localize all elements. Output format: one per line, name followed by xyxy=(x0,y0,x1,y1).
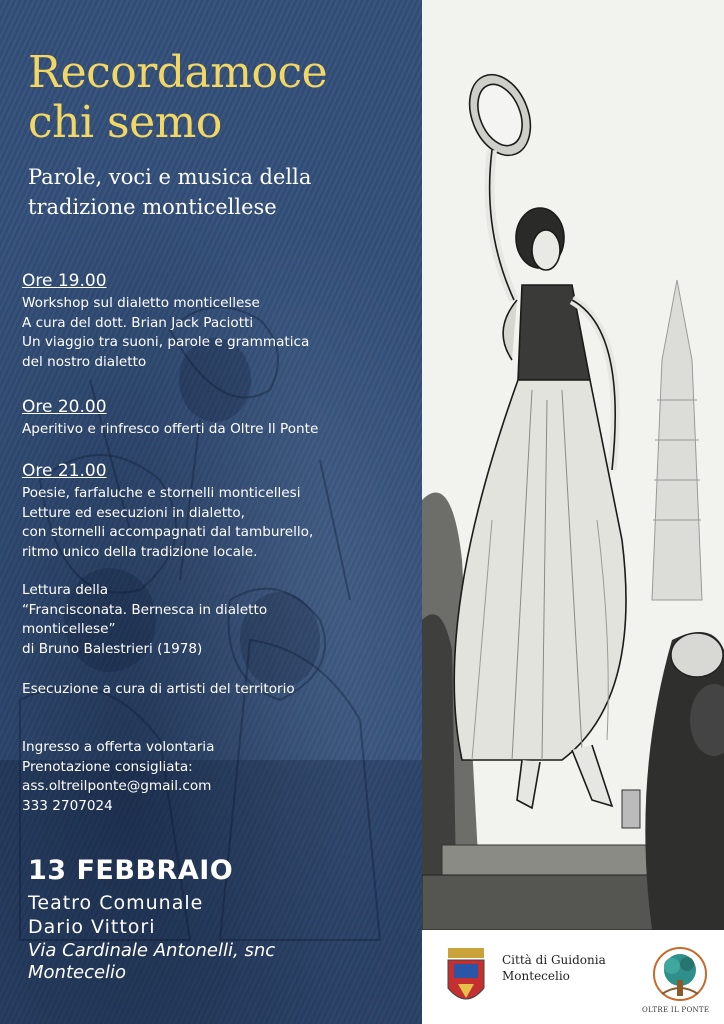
city-name-2: Montecelio xyxy=(502,969,570,983)
title-line-1: Recordamoce xyxy=(28,47,328,98)
phone-number[interactable]: 333 2707024 xyxy=(22,797,113,814)
venue-line-1: Teatro Comunale xyxy=(28,892,204,914)
event-line: ritmo unico della tradizione locale. xyxy=(22,543,258,560)
reading-block xyxy=(22,581,414,659)
engraving-panel xyxy=(422,0,724,930)
event-line: del nostro dialetto xyxy=(22,353,147,370)
performers-text: Esecuzione a cura di artisti del territorio xyxy=(22,681,295,697)
info-block xyxy=(22,738,414,816)
address-line-2: Montecelio xyxy=(28,962,127,983)
reading-line: “Francisconata. Bernesca in dialetto xyxy=(22,601,268,618)
event-block-3 xyxy=(22,460,414,562)
reading-line: monticellese” xyxy=(22,621,116,637)
event-title xyxy=(28,48,327,148)
event-block-1 xyxy=(22,270,414,372)
reading-line: di Bruno Balestrieri (1978) xyxy=(22,640,203,657)
oltre-il-ponte-logo-icon xyxy=(652,946,708,1008)
event-line: Aperitivo e rinfresco offerti da Oltre Il Ponte xyxy=(22,421,319,437)
event-line: Workshop sul dialetto monticellese xyxy=(22,295,260,311)
booking-info: Prenotazione consigliata: xyxy=(22,758,193,775)
date-day: 13 xyxy=(28,855,67,886)
reading-line: Lettura della xyxy=(22,582,109,598)
association-name: OLTRE IL PONTE xyxy=(642,1006,710,1014)
event-line: A cura del dott. Brian Jack Paciotti xyxy=(22,314,254,331)
event-line: con stornelli accompagnati dal tamburello, xyxy=(22,524,314,540)
city-coat-of-arms-icon xyxy=(444,948,488,1012)
city-name: Città di Guidonia xyxy=(502,953,606,967)
performers-block xyxy=(22,680,414,700)
event-line: Letture ed esecuzioni in dialetto, xyxy=(22,504,245,521)
event-subtitle xyxy=(28,162,408,222)
footer-logos xyxy=(422,930,724,1024)
event-line: Poesie, farfaluche e stornelli monticellesi xyxy=(22,485,301,501)
title-line-2: chi semo xyxy=(28,97,222,148)
city-logo-text xyxy=(502,952,606,984)
subtitle-line-1: Parole, voci e musica della xyxy=(28,165,312,189)
event-time: Ore 21.00 xyxy=(22,461,107,481)
tambourine-dancer-illustration xyxy=(422,0,724,930)
date-month: FEBBRAIO xyxy=(76,855,234,886)
subtitle-line-2: tradizione monticellese xyxy=(28,195,277,219)
email-link[interactable]: ass.oltreilponte@gmail.com xyxy=(22,778,212,794)
address-line-1: Via Cardinale Antonelli, snc xyxy=(28,940,276,961)
event-block-2 xyxy=(22,396,414,440)
event-time: Ore 20.00 xyxy=(22,397,107,417)
event-line: Un viaggio tra suoni, parole e grammatica xyxy=(22,334,310,350)
venue-line-2: Dario Vittori xyxy=(28,916,156,938)
event-date xyxy=(28,855,233,886)
event-time: Ore 19.00 xyxy=(22,271,107,291)
entry-info: Ingresso a offerta volontaria xyxy=(22,739,215,755)
